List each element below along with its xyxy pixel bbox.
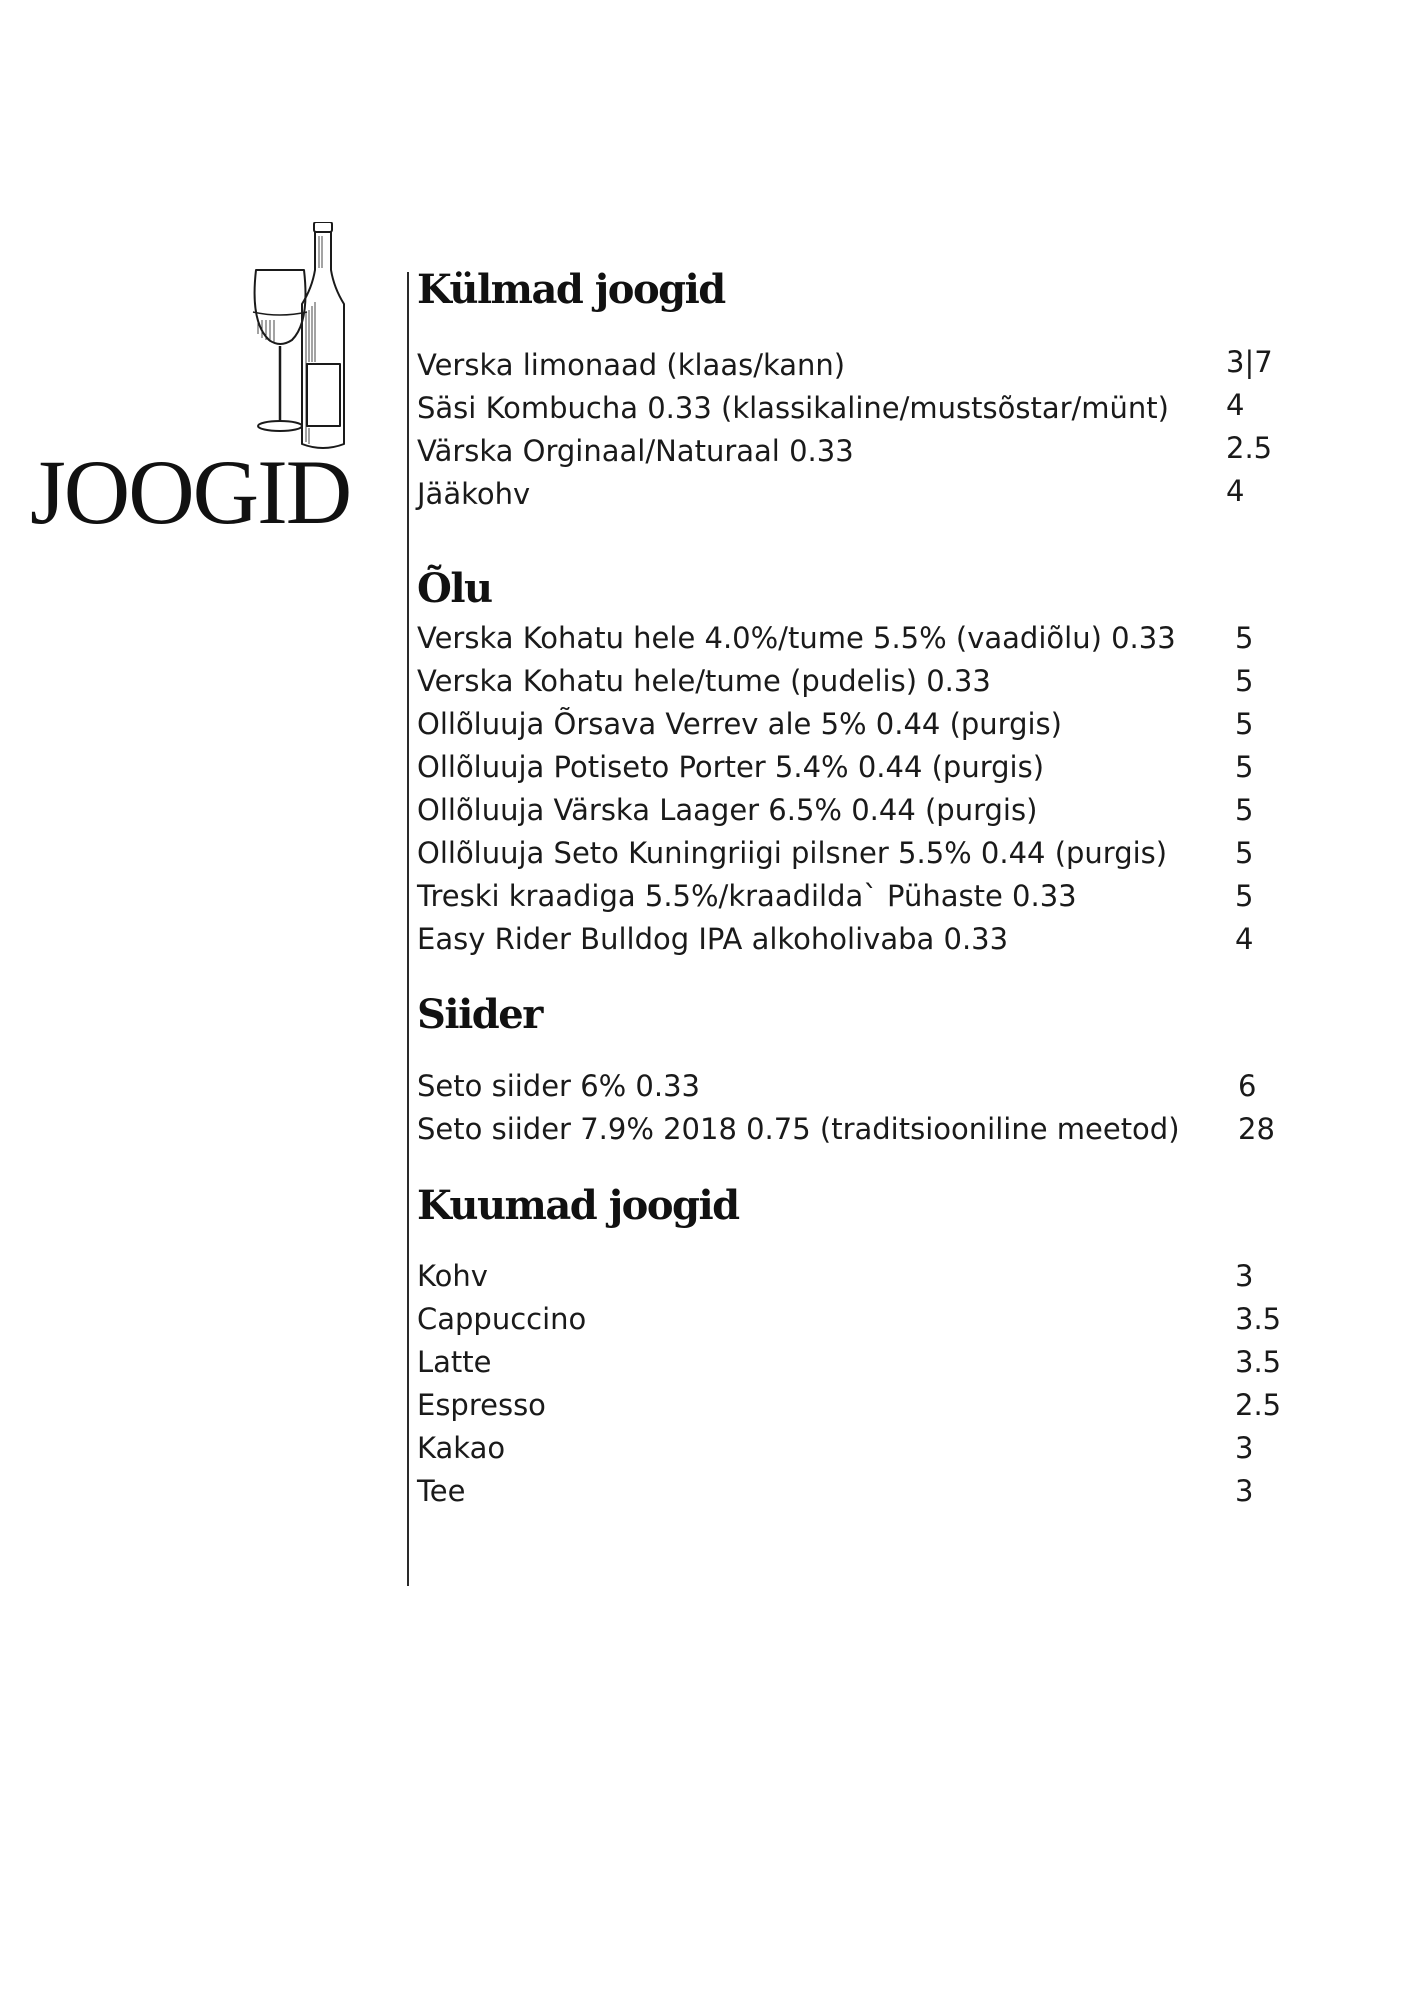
menu-item-name: Tee <box>417 1474 466 1508</box>
section-heading-siider: Siider <box>417 991 542 1038</box>
menu-item-price: 3.5 <box>1235 1302 1282 1336</box>
menu-item-name: Verska Kohatu hele/tume (pudelis) 0.33 <box>417 664 991 698</box>
menu-item-name: Kohv <box>417 1259 488 1293</box>
menu-item-name: Värska Orginaal/Naturaal 0.33 <box>417 434 854 468</box>
menu-item-name: Ollõluuja Värska Laager 6.5% 0.44 (purgis) <box>417 793 1038 827</box>
menu-item-name: Latte <box>417 1345 492 1379</box>
menu-item-name: Säsi Kombucha 0.33 (klassikaline/mustsõstar/münt) <box>417 391 1169 425</box>
menu-item-price: 6 <box>1238 1069 1257 1103</box>
menu-item-price: 5 <box>1235 621 1254 655</box>
menu-item-price: 4 <box>1235 922 1254 956</box>
menu-item-price: 5 <box>1235 707 1254 741</box>
menu-item-name: Seto siider 7.9% 2018 0.75 (traditsiooniline meetod) <box>417 1112 1180 1146</box>
section-heading-kulmad-joogid: Külmad joogid <box>417 266 725 313</box>
menu-item-price: 5 <box>1235 793 1254 827</box>
menu-item-price: 28 <box>1238 1112 1275 1146</box>
menu-item-price: 4 <box>1226 388 1245 422</box>
wine-glass-and-bottle-icon <box>244 222 374 454</box>
menu-item-name: Treski kraadiga 5.5%/kraadilda` Pühaste 0.33 <box>417 879 1077 913</box>
section-heading-olu: Õlu <box>417 565 492 612</box>
menu-item-price: 3 <box>1235 1474 1254 1508</box>
menu-item-price: 4 <box>1226 474 1245 508</box>
menu-item-name: Jääkohv <box>417 477 531 511</box>
menu-item-name: Easy Rider Bulldog IPA alkoholivaba 0.33 <box>417 922 1009 956</box>
menu-item-price: 3|7 <box>1226 345 1273 379</box>
menu-item-name: Ollõluuja Seto Kuningriigi pilsner 5.5% 0.44 (purgis) <box>417 836 1168 870</box>
menu-item-name: Kakao <box>417 1431 506 1465</box>
section-heading-kuumad-joogid: Kuumad joogid <box>417 1182 739 1229</box>
menu-item-price: 3 <box>1235 1259 1254 1293</box>
menu-item-name: Verska limonaad (klaas/kann) <box>417 348 846 382</box>
menu-item-price: 5 <box>1235 664 1254 698</box>
vertical-divider <box>407 272 409 1586</box>
menu-item-name: Ollõluuja Õrsava Verrev ale 5% 0.44 (purgis) <box>417 707 1062 741</box>
menu-item-name: Ollõluuja Potiseto Porter 5.4% 0.44 (purgis) <box>417 750 1045 784</box>
menu-item-name: Seto siider 6% 0.33 <box>417 1069 700 1103</box>
page-title: JOOGID <box>30 441 351 543</box>
menu-item-price: 5 <box>1235 836 1254 870</box>
menu-item-price: 2.5 <box>1226 431 1273 465</box>
menu-item-price: 3.5 <box>1235 1345 1282 1379</box>
menu-item-price: 5 <box>1235 750 1254 784</box>
menu-item-price: 3 <box>1235 1431 1254 1465</box>
menu-item-price: 2.5 <box>1235 1388 1282 1422</box>
menu-item-name: Cappuccino <box>417 1302 587 1336</box>
menu-item-price: 5 <box>1235 879 1254 913</box>
menu-item-name: Verska Kohatu hele 4.0%/tume 5.5% (vaadiõlu) 0.33 <box>417 621 1176 655</box>
menu-item-name: Espresso <box>417 1388 546 1422</box>
